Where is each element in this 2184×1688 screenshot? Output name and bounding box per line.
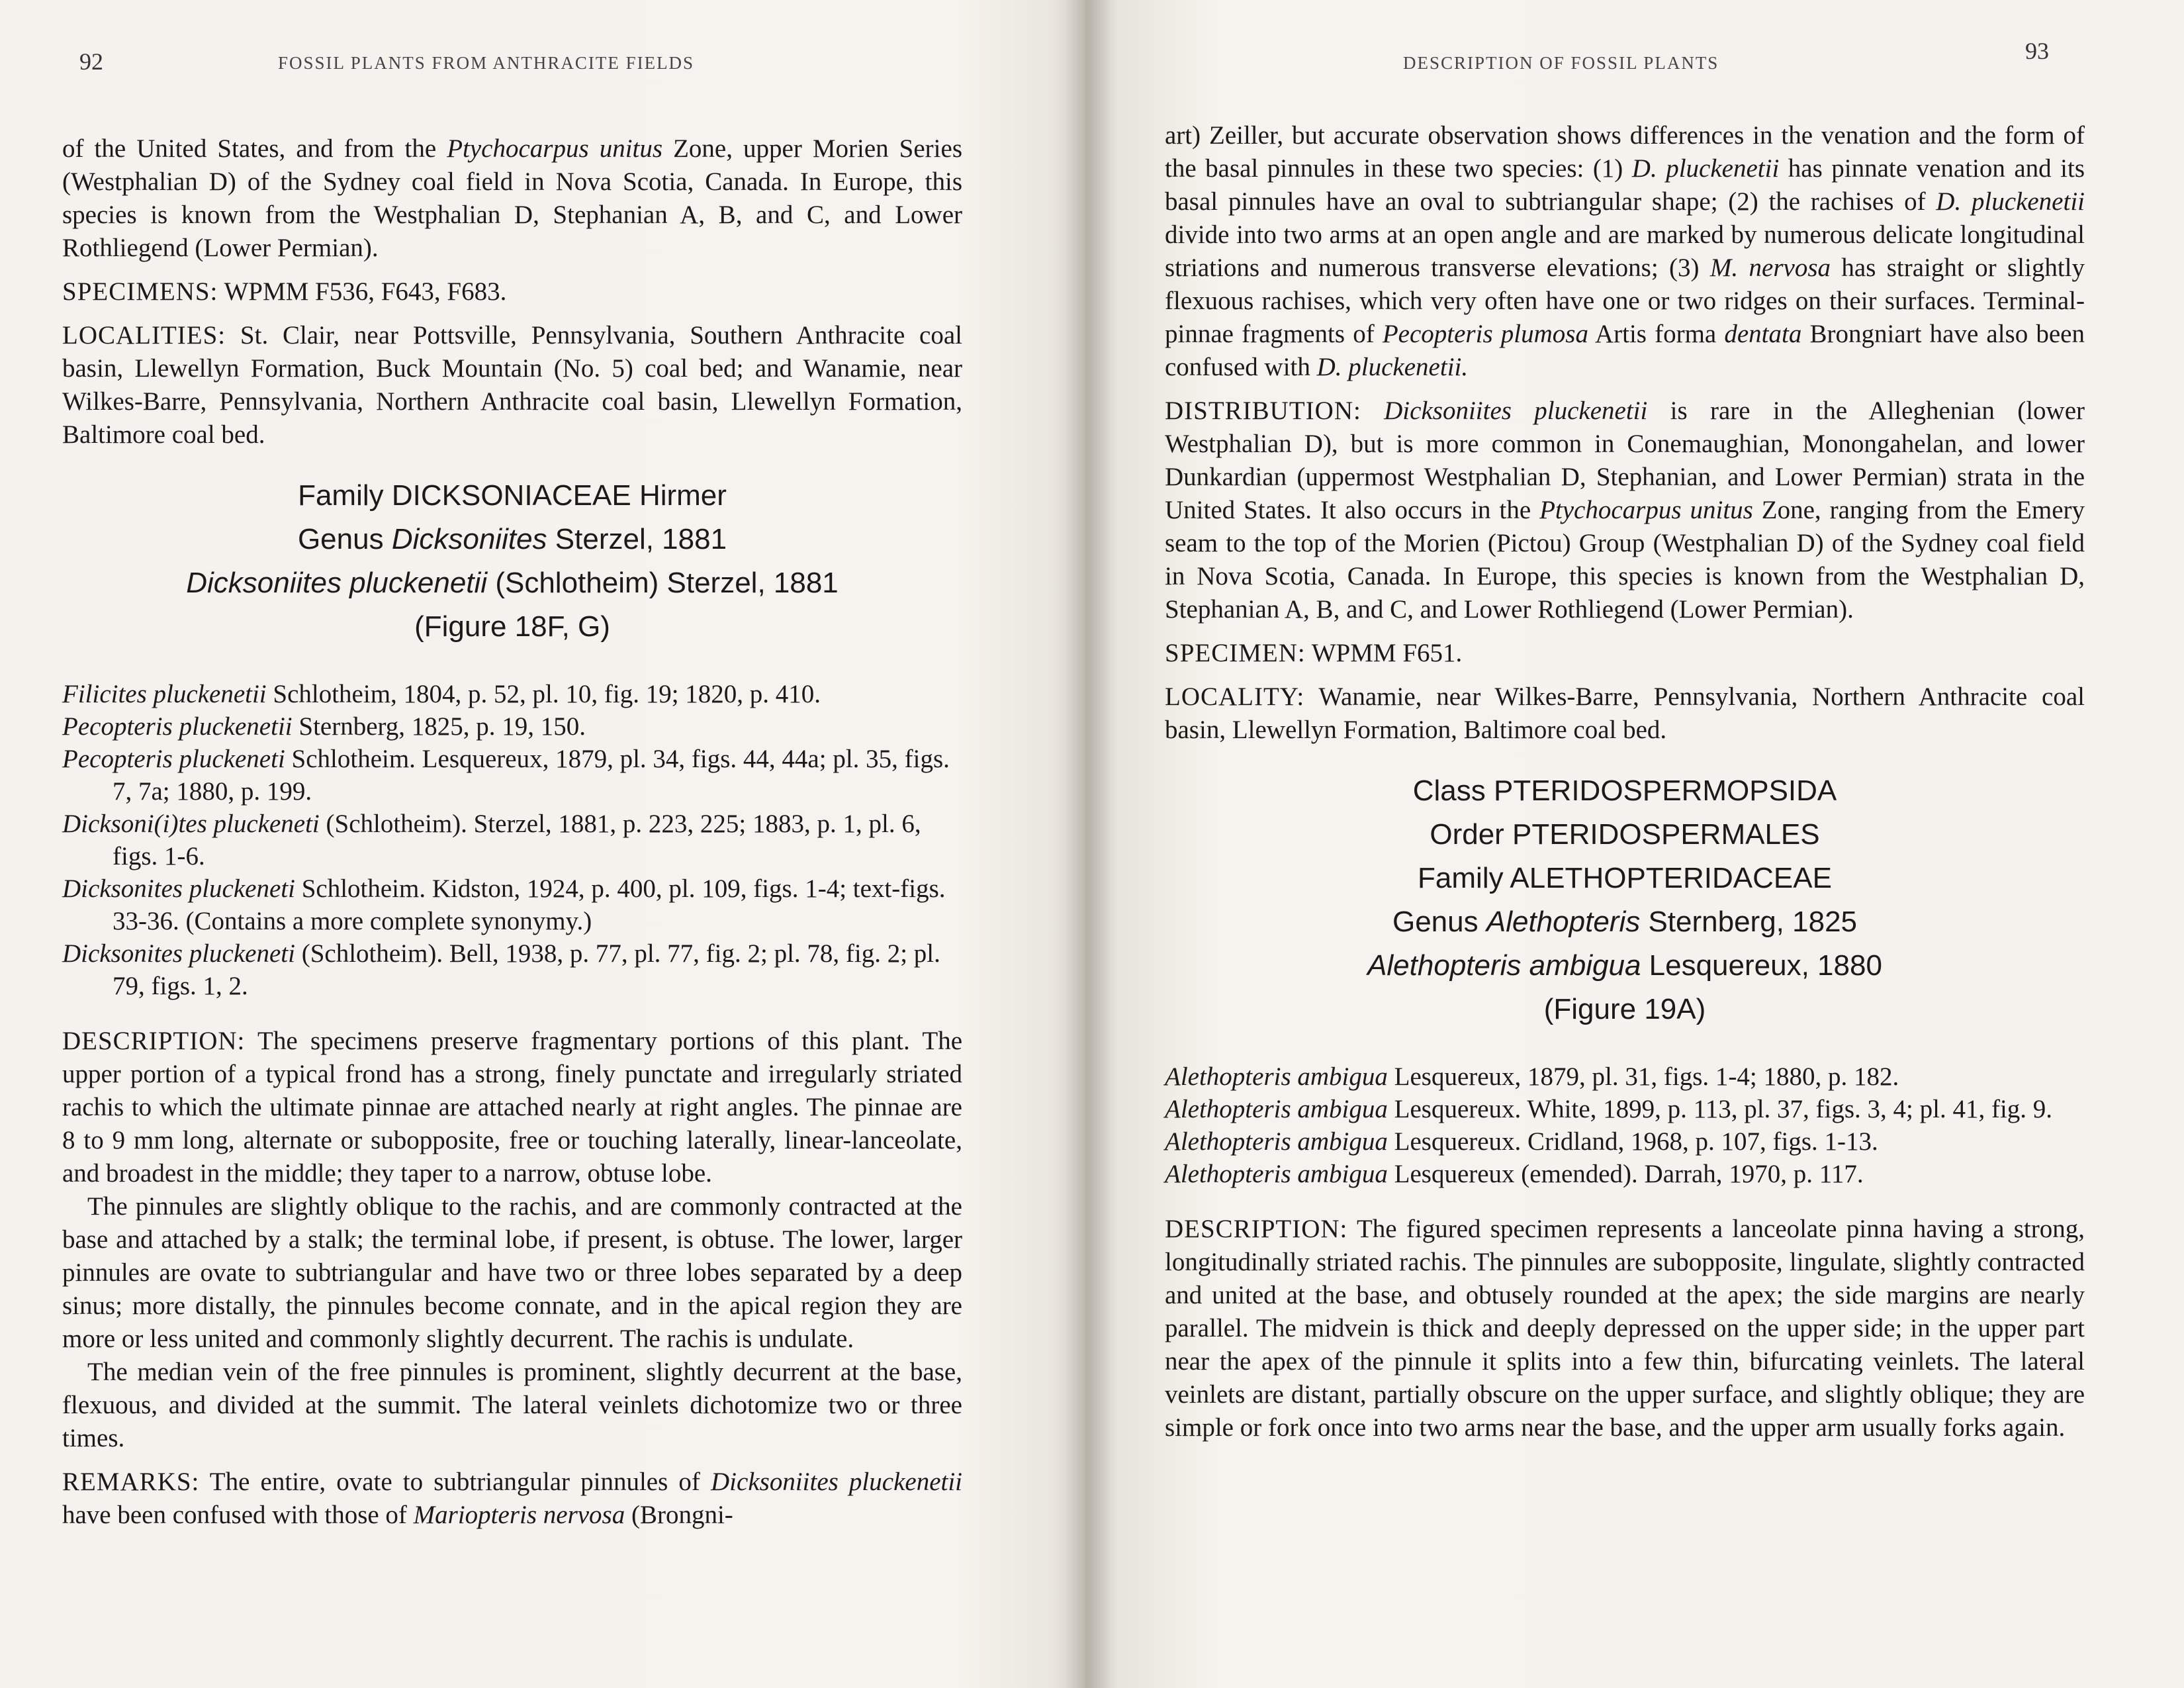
description-paragraph: DESCRIPTION: The figured specimen represents a lanceolate pinna having a strong, longitudinally striated rachis. The pinnules are subopposite, lingulate, slightly contracted and united at the base, and obtusely rounded at the apex; the side margins are nearly parallel. The midvein is thick and deeply depressed on the upper side; in the upper part near the apex of the pinnule it splits into a few thin, bifurcating veinlets. The lateral veinlets are distant, partially obscure on the upper surface, and slightly oblique; they are simple or fork once into two arms near the base, and the upper arm usually forks again. bbox=[1165, 1215, 2085, 1442]
specimens-paragraph: SPECIMENS: WPMM F536, F643, F683. bbox=[62, 277, 507, 306]
synonymy-entry: Filicites pluckenetii Schlotheim, 1804, p. 52, pl. 10, fig. 19; 1820, p. 410. bbox=[62, 680, 821, 708]
distribution-paragraph: DISTRIBUTION: Dicksoniites pluckenetii is rare in the Alleghenian (lower Westphalian D), but is more common in Conemaughian, Monongahelan, and lower Dunkardian (uppermost Westphalian D, Stephanian, and Lower Permian) strata in the United States. It also occurs in the Ptychocarpus unitus Zone, ranging from the Emery seam to the top of the Morien (Pictou) Group (Westphalian D) of the Sydney coal field in Nova Scotia, Canada. In Europe, this species is known from the Westphalian D, Stephanian A, B, and C, and Lower Rothliegend (Lower Permian). bbox=[1165, 397, 2085, 624]
description-paragraph-2: The pinnules are slightly oblique to the rachis, and are commonly contracted at the base and attached by a stalk; the terminal lobe, if present, is obtuse. The lower, larger pinnules are ovate to subtriangular and have two or three lobes separated by a deep sinus; more distally, the pinnules become connate, and in the apical region they are more or less united and commonly slightly decurrent. The rachis is undulate. bbox=[62, 1192, 962, 1353]
right-page-body bbox=[1165, 119, 2085, 1455]
intro-paragraph: of the United States, and from the Ptychocarpus unitus Zone, upper Morien Series (Westphalian D) of the Sydney coal field in Nova Scotia, Canada. In Europe, this species is known from the Westphalian D, Stephanian A, B, and C, and Lower Rothliegend (Lower Permian). bbox=[62, 134, 962, 262]
description-label: DESCRIPTION: bbox=[62, 1027, 246, 1055]
running-head: DESCRIPTION OF FOSSIL PLANTS bbox=[1403, 53, 1719, 73]
description-label: DESCRIPTION: bbox=[1165, 1215, 1348, 1243]
specimen-paragraph: SPECIMEN: WPMM F651. bbox=[1165, 639, 1463, 667]
synonymy-list bbox=[1165, 1060, 2085, 1190]
taxon-heading bbox=[62, 474, 962, 649]
right-page bbox=[1085, 0, 2184, 1688]
description-paragraph-3: The median vein of the free pinnules is prominent, slightly decurrent at the base, flexuous, and divided at the summit. The lateral veinlets dichotomize two or three times. bbox=[62, 1358, 962, 1452]
synonymy-entry: Alethopteris ambigua Lesquereux. White, 1899, p. 113, pl. 37, figs. 3, 4; pl. 41, fig. 9. bbox=[1165, 1095, 2053, 1123]
species-heading: Dicksoniites pluckenetii (Schlotheim) Sterzel, 1881 bbox=[186, 567, 839, 599]
page-number: 93 bbox=[2025, 38, 2049, 64]
synonymy-entry: Pecopteris pluckenetii Sternberg, 1825, p. 19, 150. bbox=[62, 712, 586, 741]
description-paragraph: DESCRIPTION: The specimens preserve fragmentary portions of this plant. The upper portion of a typical frond has a strong, finely punctate and irregularly striated rachis to which the ultimate pinnae are attached nearly at right angles. The pinnae are 8 to 9 mm long, alternate or subopposite, free or touching laterally, linear-lanceolate, and broadest in the middle; they taper to a narrow, obtuse lobe. bbox=[62, 1027, 962, 1188]
locality-label: LOCALITY: bbox=[1165, 682, 1305, 711]
left-page-body bbox=[62, 132, 962, 1542]
specimen-label: SPECIMEN: bbox=[1165, 639, 1306, 667]
figure-reference: (Figure 18F, G) bbox=[414, 610, 610, 643]
synonymy-entry: Dicksoni(i)tes pluckeneti (Schlotheim). Sterzel, 1881, p. 223, 225; 1883, p. 1, pl. 6, figs. 1-6. bbox=[62, 810, 921, 870]
genus-heading: Genus Alethopteris Sternberg, 1825 bbox=[1392, 906, 1858, 938]
running-head: FOSSIL PLANTS FROM ANTHRACITE FIELDS bbox=[278, 53, 695, 73]
localities-paragraph: LOCALITIES: St. Clair, near Pottsville, Pennsylvania, Southern Anthracite coal basin, Llewellyn Formation, Buck Mountain (No. 5) coal bed; and Wanamie, near Wilkes-Barre, Pennsylvania, Northern Anthracite coal basin, Llewellyn Formation, Baltimore coal bed. bbox=[62, 321, 962, 449]
distribution-label: DISTRIBUTION: bbox=[1165, 397, 1361, 425]
figure-reference: (Figure 19A) bbox=[1543, 993, 1706, 1025]
page-number: 92 bbox=[79, 48, 103, 75]
synonymy-entry: Alethopteris ambigua Lesquereux. Cridland, 1968, p. 107, figs. 1-13. bbox=[1165, 1127, 1878, 1156]
synonymy-entry: Alethopteris ambigua Lesquereux, 1879, pl. 31, figs. 1-4; 1880, p. 182. bbox=[1165, 1062, 1899, 1091]
specimens-label: SPECIMENS: bbox=[62, 277, 218, 306]
locality-paragraph: LOCALITY: Wanamie, near Wilkes-Barre, Pennsylvania, Northern Anthracite coal basin, Llewellyn Formation, Baltimore coal bed. bbox=[1165, 682, 2085, 744]
family-heading: Family ALETHOPTERIDACEAE bbox=[1418, 862, 1832, 894]
remarks-continued: art) Zeiller, but accurate observation shows differences in the venation and the form of the basal pinnules in these two species: (1) D. pluckenetii has pinnate venation and its basal pinnules have an oval to subtriangular shape; (2) the rachises of D. pluckenetii divide into two arms at an open angle and are marked by numerous delicate longitudinal striations and numerous transverse elevations; (3) M. nervosa has straight or slightly flexuous rachises, which very often have one or two ridges on their surfaces. Terminal-pinnae fragments of Pecopteris plumosa Artis forma dentata Brongniart have also been confused with D. pluckenetii. bbox=[1165, 121, 2085, 381]
taxon-heading bbox=[1165, 769, 2085, 1031]
remarks-paragraph: REMARKS: The entire, ovate to subtriangular pinnules of Dicksoniites pluckenetii have been confused with those of Mariopteris nervosa (Brongni- bbox=[62, 1468, 963, 1529]
left-page bbox=[0, 0, 1085, 1688]
synonymy-entry: Pecopteris pluckeneti Schlotheim. Lesquereux, 1879, pl. 34, figs. 44, 44a; pl. 35, figs. 7, 7a; 1880, p. 199. bbox=[62, 745, 950, 806]
book-gutter-shadow bbox=[1066, 0, 1112, 1688]
order-heading: Order PTERIDOSPERMALES bbox=[1430, 818, 1820, 851]
species-heading: Alethopteris ambigua Lesquereux, 1880 bbox=[1367, 949, 1882, 982]
synonymy-entry: Alethopteris ambigua Lesquereux (emended). Darrah, 1970, p. 117. bbox=[1165, 1160, 1864, 1188]
synonymy-list bbox=[62, 678, 962, 1002]
family-heading: Family DICKSONIACEAE Hirmer bbox=[298, 479, 727, 512]
localities-label: LOCALITIES: bbox=[62, 321, 226, 350]
remarks-label: REMARKS: bbox=[62, 1468, 200, 1496]
class-heading: Class PTERIDOSPERMOPSIDA bbox=[1412, 774, 1837, 807]
synonymy-entry: Dicksonites pluckeneti (Schlotheim). Bell, 1938, p. 77, pl. 77, fig. 2; pl. 78, fig. 2; pl. 79, figs. 1, 2. bbox=[62, 939, 940, 1000]
genus-heading: Genus Dicksoniites Sterzel, 1881 bbox=[297, 523, 727, 555]
synonymy-entry: Dicksonites pluckeneti Schlotheim. Kidston, 1924, p. 400, pl. 109, figs. 1-4; text-figs. 33-36. (Contains a more complete synonymy.) bbox=[62, 874, 946, 935]
